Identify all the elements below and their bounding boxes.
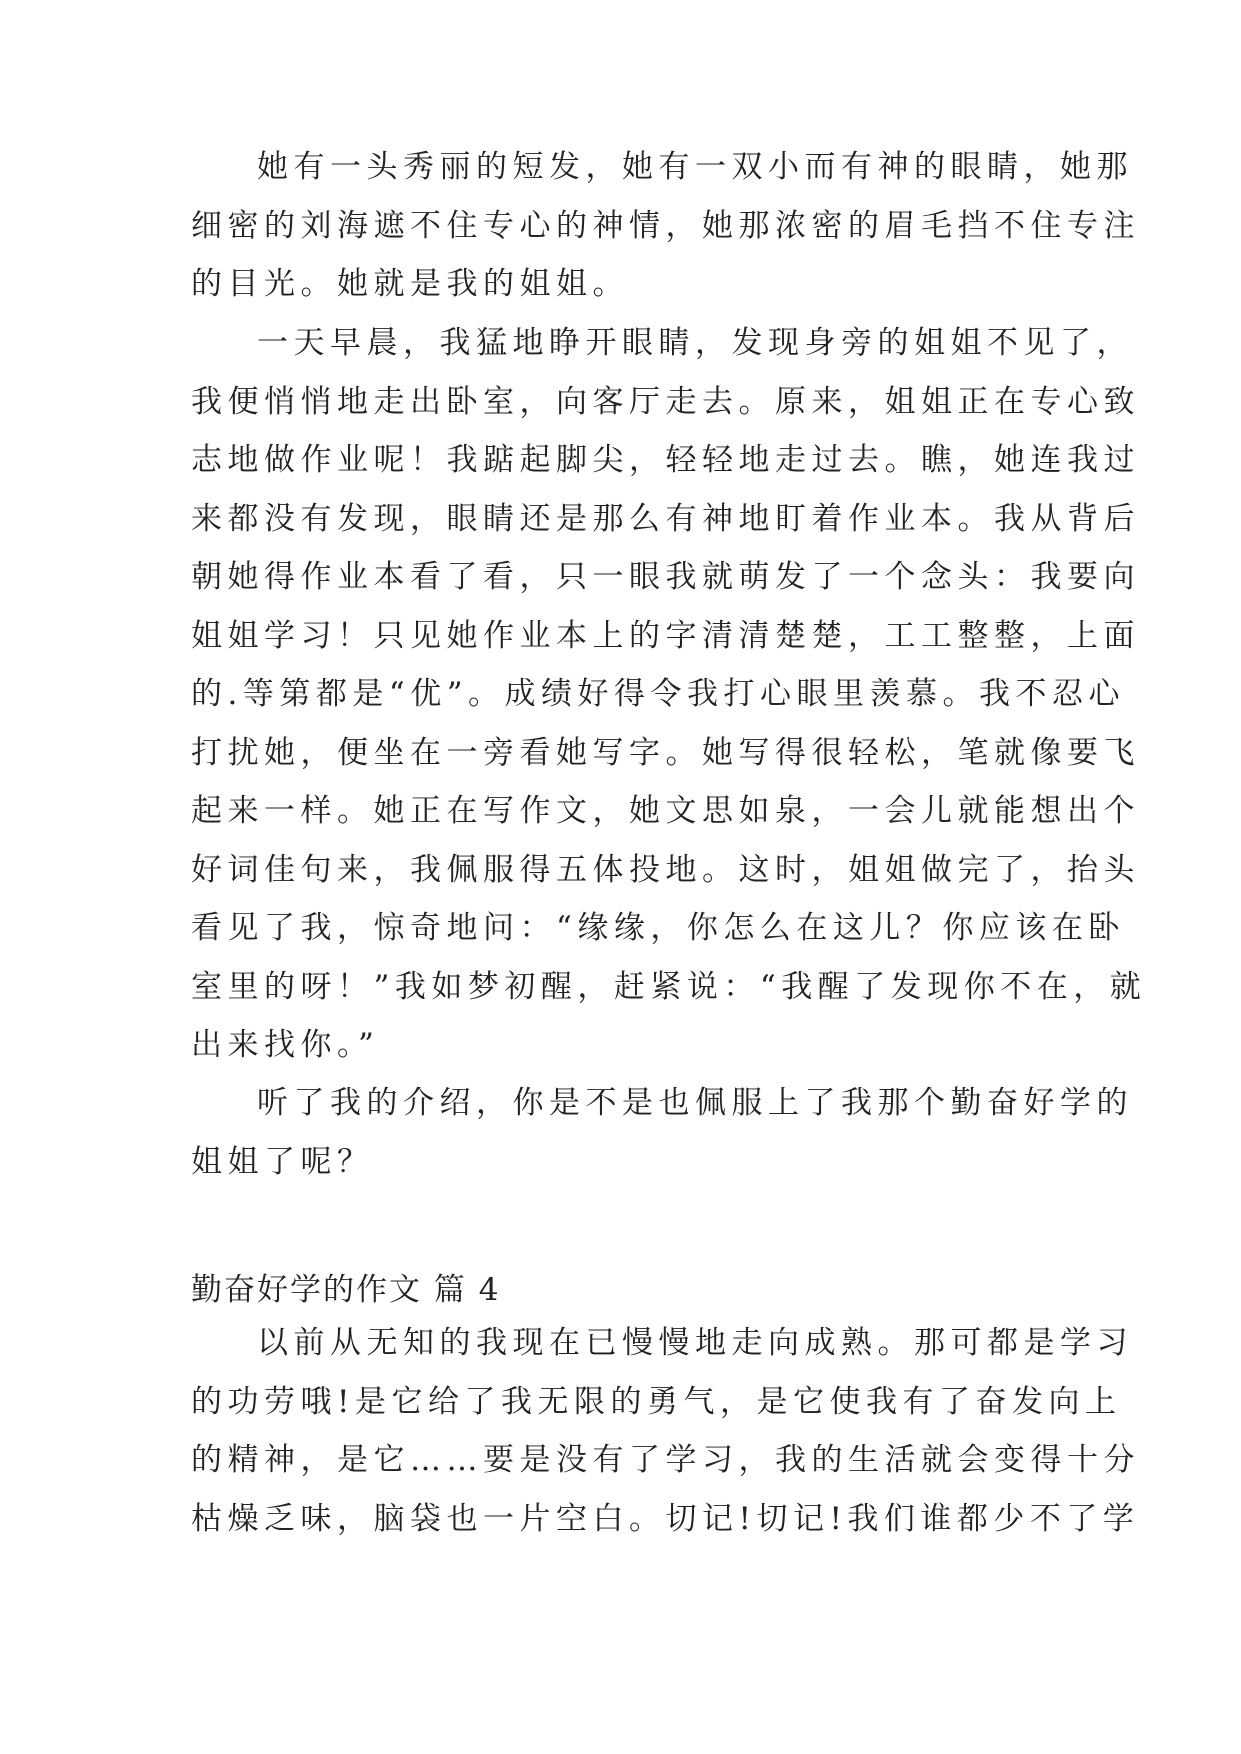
text-line: 朝她得作业本看了看，只一眼我就萌发了一个念头：我要向 — [191, 559, 1140, 595]
text-line: 起来一样。她正在写作文，她文思如泉，一会儿就能想出个 — [191, 793, 1140, 829]
text-line: 以前从无知的我现在已慢慢地走向成熟。那可都是学习 — [257, 1325, 1133, 1361]
paragraph-4 — [191, 1314, 1140, 1548]
text-line: 姐姐了呢？ — [191, 1143, 374, 1180]
text-line: 她有一头秀丽的短发，她有一双小而有神的眼睛，她那 — [257, 149, 1133, 185]
text-line: 志地做作业呢！我踮起脚尖，轻轻地走过去。瞧，她连我过 — [191, 442, 1140, 478]
text-line: 看见了我，惊奇地问：“缘缘，你怎么在这儿？你应该在卧 — [191, 910, 1125, 946]
section-heading: 勤奋好学的作文 篇 4 — [191, 1272, 501, 1308]
text-line: 我便悄悄地走出卧室，向客厅走去。原来，姐姐正在专心致 — [191, 383, 1140, 420]
text-line: 姐姐学习！只见她作业本上的字清清楚楚，工工整整，上面 — [191, 617, 1140, 654]
text-line: 的功劳哦!是它给了我无限的勇气，是它使我有了奋发向上 — [191, 1383, 1122, 1420]
text-line: 好词佳句来，我佩服得五体投地。这时，姐姐做完了，抬头 — [191, 851, 1140, 888]
paragraph-1 — [191, 138, 1140, 314]
text-line: 一天早晨，我猛地睁开眼睛，发现身旁的姐姐不见了， — [257, 325, 1133, 361]
text-line: 细密的刘海遮不住专心的神情，她那浓密的眉毛挡不住专注 — [191, 207, 1140, 244]
paragraph-3 — [191, 1074, 1133, 1191]
text-line: 的目光。她就是我的姐姐。 — [191, 266, 629, 302]
text-line: 室里的呀！”我如梦初醒，赶紧说：“我醒了发现你不在，就 — [191, 968, 1147, 1005]
text-line: 出来找你。” — [191, 1027, 380, 1063]
text-line: 打扰她，便坐在一旁看她写字。她写得很轻松，笔就像要飞 — [191, 734, 1140, 771]
text-line: 的.等第都是“优”。成绩好得令我打心眼里羡慕。我不忍心 — [191, 676, 1126, 712]
text-line: 听了我的介绍，你是不是也佩服上了我那个勤奋好学的 — [257, 1085, 1133, 1121]
text-line: 的精神，是它……要是没有了学习，我的生活就会变得十分 — [191, 1442, 1140, 1478]
text-line: 来都没有发现，眼睛还是那么有神地盯着作业本。我从背后 — [191, 500, 1140, 537]
text-line: 枯燥乏味，脑袋也一片空白。切记!切记!我们谁都少不了学 — [191, 1500, 1140, 1537]
paragraph-2 — [191, 314, 1147, 1075]
